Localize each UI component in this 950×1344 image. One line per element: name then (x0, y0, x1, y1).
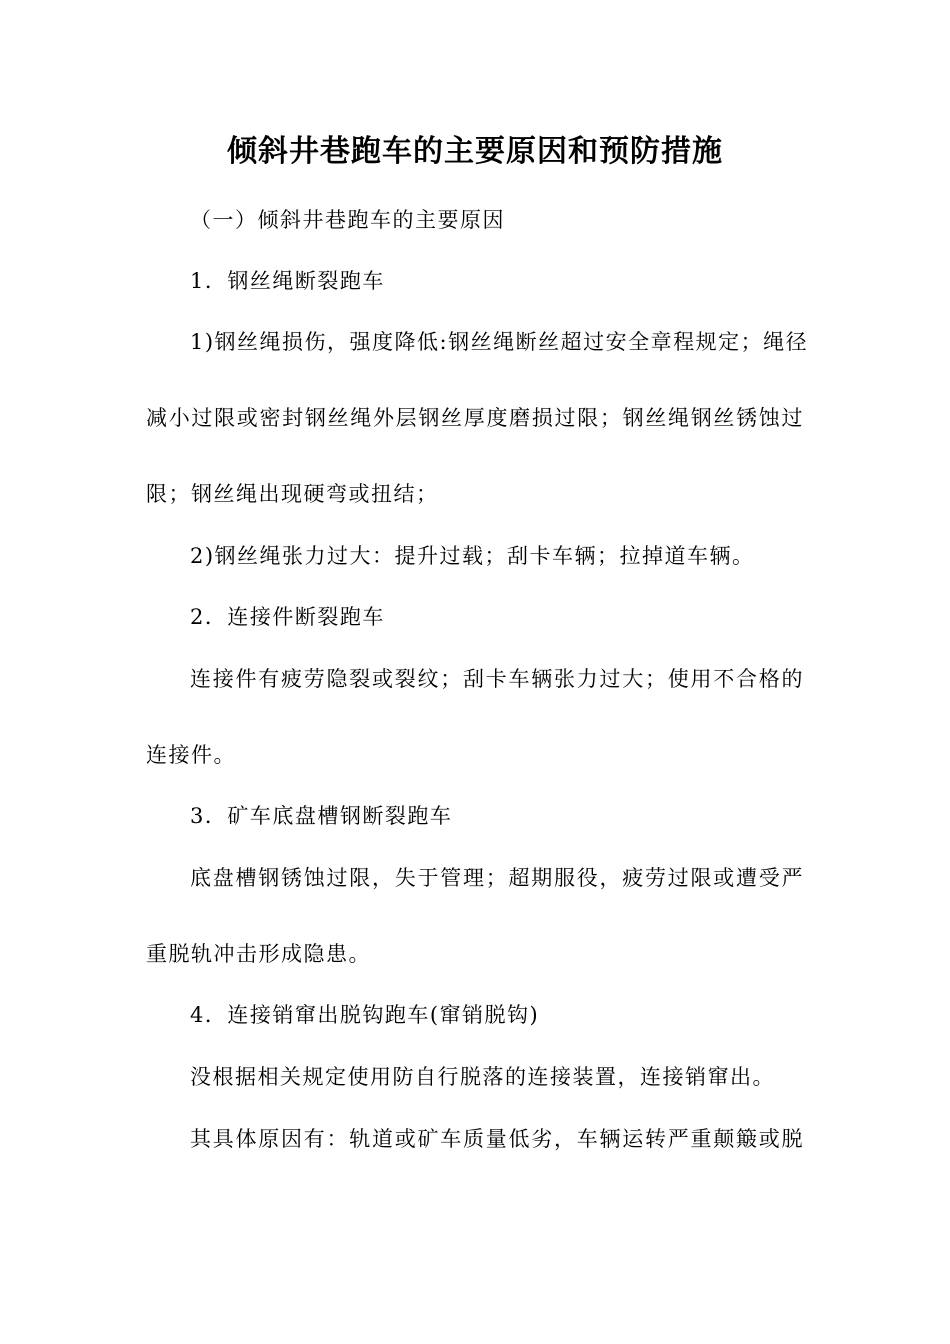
subheading-3: 3．矿车底盘槽钢断裂跑车 (190, 804, 453, 828)
paragraph-line: 其具体原因有：轨道或矿车质量低劣，车辆运转严重颠簸或脱 (190, 1127, 804, 1151)
section-heading: （一）倾斜井巷跑车的主要原因 (190, 208, 505, 232)
paragraph-line: 1)钢丝绳损伤，强度降低:钢丝绳断丝超过安全章程规定；绳径 (190, 330, 809, 354)
paragraph-line: 底盘槽钢锈蚀过限，失于管理；超期服役，疲劳过限或遭受严 (190, 866, 804, 890)
paragraph-line: 连接件。 (146, 743, 236, 767)
paragraph-line: 2)钢丝绳张力过大：提升过载；刮卡车辆；拉掉道车辆。 (190, 544, 755, 568)
paragraph-line: 减小过限或密封钢丝绳外层钢丝厚度磨损过限；钢丝绳钢丝锈蚀过 (146, 406, 804, 430)
paragraph-line: 限；钢丝绳出现硬弯或扭结； (146, 482, 439, 506)
paragraph-line: 没根据相关规定使用防自行脱落的连接装置，连接销窜出。 (190, 1065, 775, 1089)
paragraph-line: 重脱轨冲击形成隐患。 (146, 942, 371, 966)
paragraph-line: 连接件有疲劳隐裂或裂纹；刮卡车辆张力过大；使用不合格的 (190, 667, 804, 691)
document-title: 倾斜井巷跑车的主要原因和预防措施 (227, 134, 723, 169)
subheading-4: 4．连接销窜出脱钩跑车(窜销脱钩) (190, 1003, 540, 1027)
subheading-1: 1．钢丝绳断裂跑车 (190, 269, 385, 293)
subheading-2: 2．连接件断裂跑车 (190, 605, 385, 629)
